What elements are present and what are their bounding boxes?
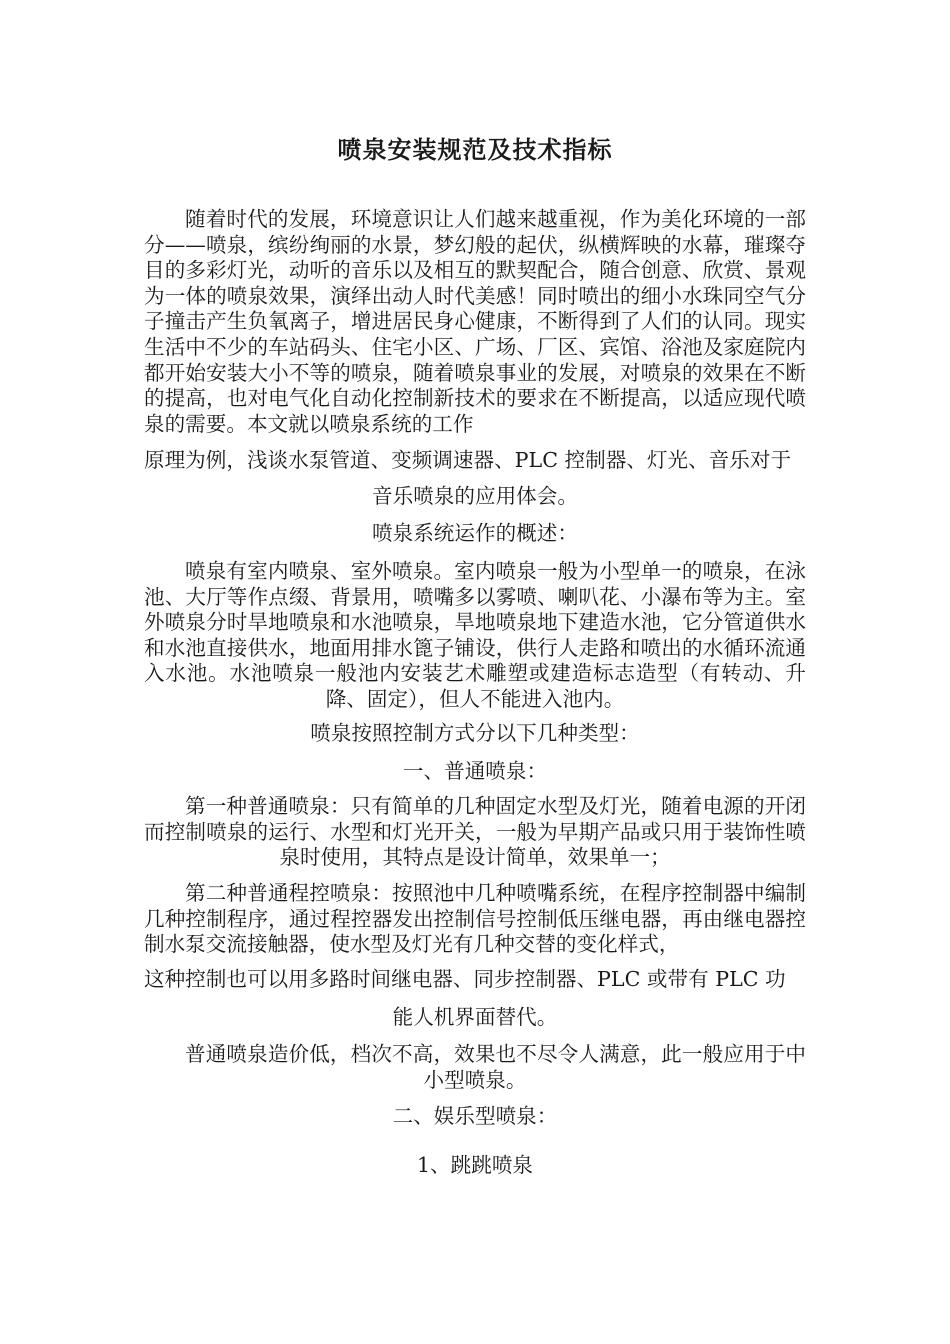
document-title: 喷泉安装规范及技术指标 xyxy=(337,135,613,164)
section2-heading: 二、娱乐型喷泉： xyxy=(392,1104,558,1128)
type1-paragraph: 第一种普通喷泉：只有简单的几种固定水型及灯光，随着电源的开闭而控制喷泉的运行、水型和灯光开关，一般为早期产品或只用于装饰性喷泉时使用，其特点是设计简单，效果单一； xyxy=(144,794,806,870)
summary-paragraph: 普通喷泉造价低，档次不高，效果也不尽令人满意，此一般应用于中小型喷泉。 xyxy=(185,1042,806,1092)
intro-paragraph: 随着时代的发展，环境意识让人们越来越重视，作为美化环境的一部分——喷泉，缤纷绚丽的水景，梦幻般的起伏，纵横辉映的水幕，璀璨夺目的多彩灯光，动听的音乐以及相互的默契配合，随合创意、欣赏、景观为一体的喷泉效果，演绎出动人时代美感！同时喷出的细小水珠同空气分子撞击产生负氧离子，增进居民身心健康，不断得到了人们的认同。现实生活中不少的车站码头、住宅小区、广场、厂区、宾馆、浴池及家庭院内都开始安装大小不等的喷泉，随着喷泉事业的发展，对喷泉的效果在不断的提高，也对电气化自动化控制新技术的要求在不断提高，以适应现代喷泉的需要。本文就以喷泉系统的工作 xyxy=(144,207,806,436)
types-heading: 喷泉按照控制方式分以下几种类型： xyxy=(310,721,640,745)
subsection1-heading: 1、跳跳喷泉 xyxy=(416,1153,534,1177)
type2-line-a: 这种控制也可以用多路时间继电器、同步控制器、PLC 或带有 PLC 功 xyxy=(144,967,786,991)
overview-paragraph: 喷泉有室内喷泉、室外喷泉。室内喷泉一般为小型单一的喷泉，在泳池、大厅等作点缀、背景用，喷嘴多以雾喷、喇叭花、小瀑布等为主。室外喷泉分时旱地喷泉和水池喷泉，旱地喷泉地下建造水池，它分管道供水和水池直接供水，地面用排水篦子铺设，供行人走路和喷出的水循环流通入水池。水池喷泉一般池内安装艺术雕塑或建造标志造型（有转动、升降、固定），但人不能进入池内。 xyxy=(144,559,806,711)
overview-heading: 喷泉系统运作的概述： xyxy=(372,521,578,545)
intro-line-a: 原理为例，浅谈水泵管道、变频调速器、PLC 控制器、灯光、音乐对于 xyxy=(144,448,792,472)
section1-heading: 一、普通喷泉： xyxy=(402,759,548,783)
type2-line-b: 能人机界面替代。 xyxy=(392,1005,558,1029)
type2-paragraph: 第二种普通程控喷泉：按照池中几种喷嘴系统，在程序控制器中编制几种控制程序，通过程控器发出控制信号控制低压继电器，再由继电器控制水泵交流接触器，使水型及灯光有几种交替的变化样式， xyxy=(144,881,806,957)
intro-line-b: 音乐喷泉的应用体会。 xyxy=(372,484,578,508)
